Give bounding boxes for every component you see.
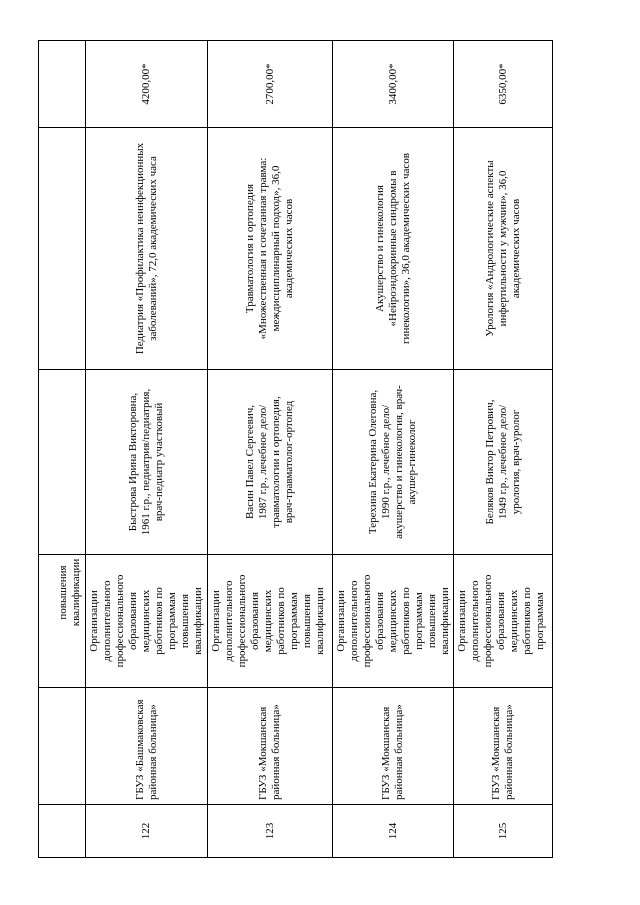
organization-line: образования — [374, 591, 386, 651]
cell-number — [39, 804, 85, 857]
table-row — [333, 40, 454, 857]
row-number: 123 — [263, 822, 276, 840]
organization-line: Организации — [210, 590, 222, 652]
cell-number — [333, 804, 453, 857]
person-line: Васин Павел Сергеевич, — [244, 404, 256, 520]
row-number: 125 — [496, 822, 509, 840]
organization-line: Организации — [88, 590, 100, 652]
row-number: 124 — [386, 822, 399, 840]
program-line: междисциплинарный подход», 36,0 — [270, 165, 282, 332]
person-line: 1987 г.р., лечебное дело/ — [257, 404, 269, 520]
cell-number — [86, 804, 207, 857]
person-line: Беляков Виктор Петрович, — [483, 399, 496, 525]
program-line: инфертильности у мужчин», 36,0 — [496, 170, 509, 327]
organization-line: работников по — [400, 587, 412, 655]
program-line: академических часов — [283, 198, 295, 299]
cell-program — [454, 127, 552, 369]
organization-line: профессионального — [114, 574, 126, 668]
cell-organization — [208, 554, 332, 687]
organization-line: работников по — [153, 587, 165, 655]
organization-line: образования — [495, 591, 507, 651]
price-value: 6350,00* — [496, 63, 509, 105]
program-line: Педиатрия «Профилактика неинфекционных — [133, 142, 146, 355]
table-row — [86, 40, 208, 857]
organization-line: повышения — [426, 593, 438, 649]
person-line: Терехина Екатерина Олеговна, — [367, 389, 379, 535]
program-line: Акушерство и гинекология — [373, 185, 386, 312]
table-row — [454, 40, 553, 857]
cell-person — [454, 369, 552, 554]
hospital-line: районная больница» — [503, 704, 515, 800]
data-table — [38, 40, 553, 858]
cell-hospital — [333, 687, 453, 804]
hospital-line: ГБУЗ «Мокшанская — [380, 706, 392, 800]
organization-line: квалификации — [439, 587, 451, 655]
cell-hospital — [39, 687, 85, 804]
cell-number — [208, 804, 332, 857]
cell-organization — [333, 554, 453, 687]
hospital-line: районная больница» — [270, 704, 282, 800]
organization-line: повышения — [179, 593, 191, 649]
cell-organization — [454, 554, 552, 687]
organization-line: программам — [166, 592, 178, 650]
organization-line: профессионального — [236, 574, 248, 668]
person-line: акушер-гинеколог — [406, 419, 418, 505]
program-line: «Нейроэндокринные синдромы в — [386, 170, 399, 327]
hospital-line: районная больница» — [146, 704, 159, 800]
organization-line: квалификации — [70, 558, 82, 627]
hospital-line: ГБУЗ «Мокшанская — [490, 706, 502, 800]
price-value: 4200,00* — [140, 63, 152, 105]
hospital-line: районная больница» — [393, 704, 405, 800]
organization-line: квалификации — [314, 587, 326, 655]
organization-line: медицинских — [140, 589, 152, 653]
organization-line: медицинских — [508, 589, 520, 653]
cell-price — [454, 40, 552, 127]
organization-line: дополнительного — [469, 580, 481, 662]
cell-person — [39, 369, 85, 554]
cell-person — [86, 369, 207, 554]
organization-line: профессионального — [482, 574, 494, 668]
price-value: 3400,00* — [386, 63, 399, 105]
organization-line: медицинских — [387, 589, 399, 653]
organization-line: работников по — [275, 587, 287, 655]
organization-line: образования — [127, 591, 139, 651]
organization-line: программам — [534, 592, 546, 650]
person-line: 1961 г.р., педиатрия/педиатрия, — [140, 388, 152, 536]
cell-price — [333, 40, 453, 127]
organization-line: дополнительного — [223, 580, 235, 662]
organization-line: Организации — [335, 590, 347, 652]
organization-line: дополнительного — [101, 580, 113, 662]
cell-hospital — [454, 687, 552, 804]
program-line: Урология «Андрологические аспекты — [483, 160, 496, 337]
program-line: «Множественная и сочетанная травма: — [257, 157, 269, 340]
cell-hospital — [86, 687, 207, 804]
person-line: врач-педиатр участковый — [153, 402, 165, 522]
cell-price — [39, 40, 85, 127]
organization-line: профессионального — [361, 574, 373, 668]
cell-hospital — [208, 687, 332, 804]
organization-line: программам — [288, 592, 300, 650]
organization-line: повышения — [301, 593, 313, 649]
program-line: академических часов — [509, 198, 522, 299]
cell-price — [86, 40, 207, 127]
organization-line: работников по — [521, 587, 533, 655]
program-line: гинекологии», 36,0 академических часов — [399, 153, 412, 344]
person-line: 1990 г.р., лечебное дело/ — [380, 404, 392, 520]
person-line: акушерство и гинекология, врач- — [393, 385, 405, 539]
cell-number — [454, 804, 552, 857]
cell-program — [86, 127, 207, 369]
row-number: 122 — [140, 822, 152, 840]
organization-line: программам — [413, 592, 425, 650]
organization-line: повышения — [57, 565, 69, 620]
person-line: травматологии и ортопедия, — [270, 396, 282, 528]
cell-organization — [86, 554, 207, 687]
person-line: врач-травматолог-ортопед — [283, 400, 295, 524]
cell-person — [208, 369, 332, 554]
organization-line: дополнительного — [348, 580, 360, 662]
table-row-continuation — [39, 40, 86, 857]
cell-organization — [39, 554, 85, 687]
person-line: 1949 г.р., лечебное дело/ — [496, 404, 509, 520]
person-line: урология, врач-уролог — [509, 409, 522, 515]
program-line: заболеваний», 72,0 академических часа — [146, 156, 159, 341]
hospital-line: ГБУЗ «Башмаковская — [133, 699, 146, 800]
hospital-line: ГБУЗ «Мокшанская — [257, 706, 269, 800]
organization-line: медицинских — [262, 589, 274, 653]
program-line: Травматология и ортопедия — [244, 183, 256, 314]
cell-program — [208, 127, 332, 369]
person-line: Быстрова Ирина Викторовна, — [127, 392, 139, 532]
organization-line: образования — [249, 591, 261, 651]
cell-person — [333, 369, 453, 554]
cell-program — [39, 127, 85, 369]
organization-line: квалификации — [192, 587, 204, 655]
table-row — [208, 40, 333, 857]
cell-program — [333, 127, 453, 369]
organization-line: Организации — [456, 590, 468, 652]
price-value: 2700,00* — [263, 63, 276, 105]
cell-price — [208, 40, 332, 127]
